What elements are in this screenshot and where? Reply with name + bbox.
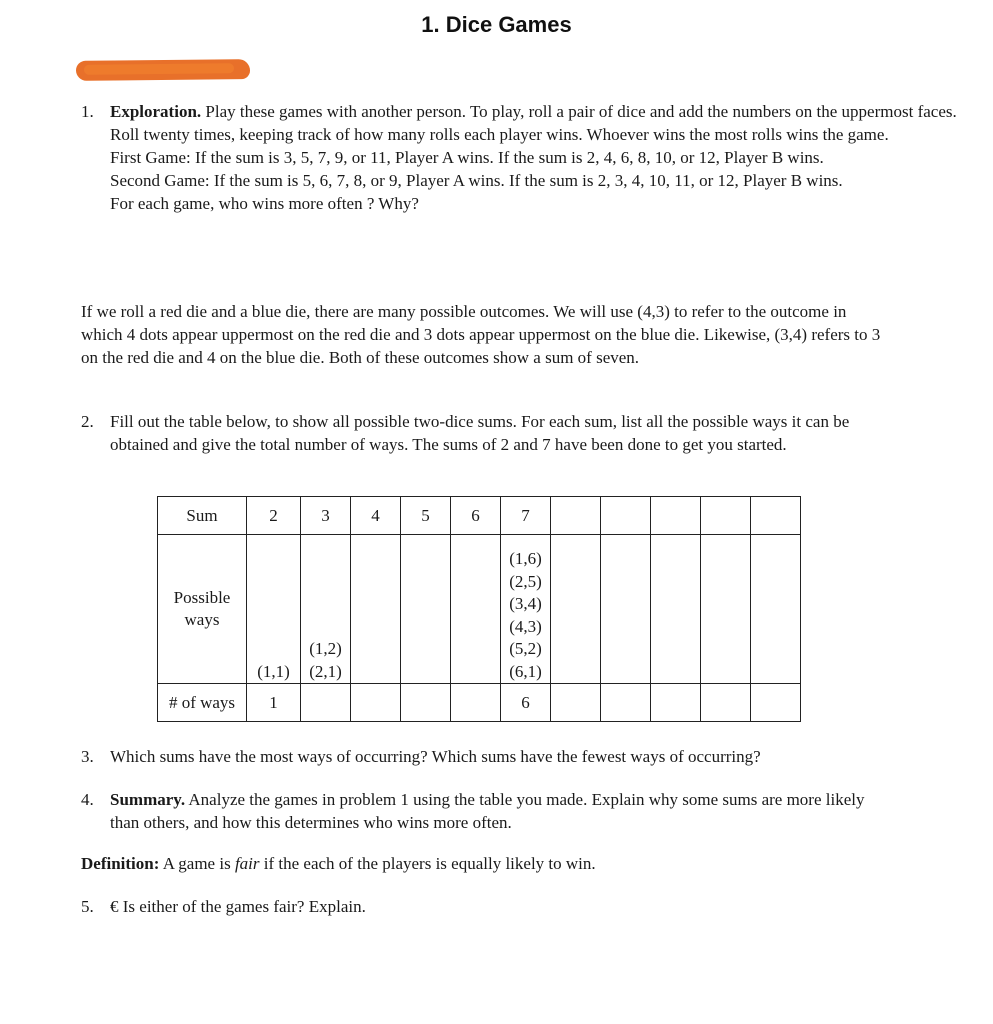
euro-icon: € — [110, 897, 119, 916]
question-4 — [81, 788, 961, 834]
sum-cell — [651, 497, 701, 535]
question-4-text: Summary. Analyze the games in problem 1 using the table you made. Explain why some sums are more likely than others, and how this determines who wins more often. — [110, 790, 865, 832]
question-2-text: Fill out the table below, to show all possible two-dice sums. For each sum, list all the possible ways it can be obtained and give the total number of ways. The sums of 2 and 7 have been done to get you started. — [110, 412, 850, 454]
count-cell — [401, 684, 451, 722]
sum-cell: 5 — [401, 497, 451, 535]
question-number: 2. — [81, 412, 94, 431]
row-label-possible-ways: Possible ways — [158, 535, 247, 684]
question-1-prompt: For each game, who wins more often ? Why? — [110, 194, 419, 213]
ways-cell — [601, 535, 651, 684]
ways-cell — [551, 535, 601, 684]
table-row-count — [158, 684, 801, 722]
ways-cell — [351, 535, 401, 684]
question-1 — [81, 100, 961, 215]
question-1-text: Exploration. Play these games with another person. To play, roll a pair of dice and add the numbers on the uppermost faces. Roll twenty times, keeping track of how many rolls each player wins. Whoever wins the most rolls wins the game. — [110, 102, 957, 144]
sums-table — [157, 496, 801, 722]
question-number: 4. — [81, 790, 94, 809]
count-cell — [701, 684, 751, 722]
table-row-ways — [158, 535, 801, 684]
count-cell — [601, 684, 651, 722]
first-game-rules: First Game: If the sum is 3, 5, 7, 9, or 11, Player A wins. If the sum is 2, 4, 6, 8, 10, or 12, Player B wins. — [110, 148, 824, 167]
intro-paragraph: If we roll a red die and a blue die, there are many possible outcomes. We will use (4,3) to refer to the outcome in which 4 dots appear uppermost on the red die and 3 dots appear uppermost on the blue die. Likewise, (3,4) refers to 3 on the red die and 4 on the blue die. Both of these outcomes show a sum of seven. — [81, 302, 881, 367]
redaction-mark — [76, 59, 250, 81]
question-3-text: Which sums have the most ways of occurring? Which sums have the fewest ways of occurring? — [110, 747, 761, 766]
sum-cell — [751, 497, 801, 535]
question-2 — [81, 410, 961, 456]
question-5-text: € Is either of the games fair? Explain. — [110, 897, 366, 916]
count-cell — [351, 684, 401, 722]
question-number: 5. — [81, 897, 94, 916]
question-5 — [81, 895, 961, 918]
ways-cell — [751, 535, 801, 684]
count-cell — [301, 684, 351, 722]
ways-cell — [401, 535, 451, 684]
question-number: 1. — [81, 102, 94, 121]
count-cell: 1 — [247, 684, 301, 722]
sum-cell: 4 — [351, 497, 401, 535]
sum-cell: 3 — [301, 497, 351, 535]
ways-cell — [701, 535, 751, 684]
page-title: 1. Dice Games — [421, 12, 572, 37]
definition-term: fair — [234, 854, 260, 873]
count-cell — [751, 684, 801, 722]
question-4-lead: Summary. — [110, 790, 186, 809]
question-number: 3. — [81, 747, 94, 766]
definition: Definition: A game is fair if the each of the players is equally likely to win. — [81, 854, 596, 873]
ways-cell — [651, 535, 701, 684]
question-1-lead: Exploration. — [110, 102, 202, 121]
sum-cell: 6 — [451, 497, 501, 535]
question-3 — [81, 745, 961, 768]
ways-cell: (1,1) — [247, 535, 301, 684]
sum-cell: 2 — [247, 497, 301, 535]
count-cell — [451, 684, 501, 722]
second-game-rules: Second Game: If the sum is 5, 6, 7, 8, or 9, Player A wins. If the sum is 2, 3, 4, 10, 11, or 12, Player B wins. — [110, 171, 843, 190]
sum-cell: 7 — [501, 497, 551, 535]
definition-lead: Definition: — [81, 854, 160, 873]
row-label-sum: Sum — [158, 497, 247, 535]
row-label-count: # of ways — [158, 684, 247, 722]
sum-cell — [551, 497, 601, 535]
ways-cell: (1,6) (2,5) (3,4) (4,3) (5,2) (6,1) — [501, 535, 551, 684]
sum-cell — [701, 497, 751, 535]
ways-cell: (1,2) (2,1) — [301, 535, 351, 684]
count-cell — [551, 684, 601, 722]
count-cell — [651, 684, 701, 722]
count-cell: 6 — [501, 684, 551, 722]
table-row-sum — [158, 497, 801, 535]
sum-cell — [601, 497, 651, 535]
ways-cell — [451, 535, 501, 684]
